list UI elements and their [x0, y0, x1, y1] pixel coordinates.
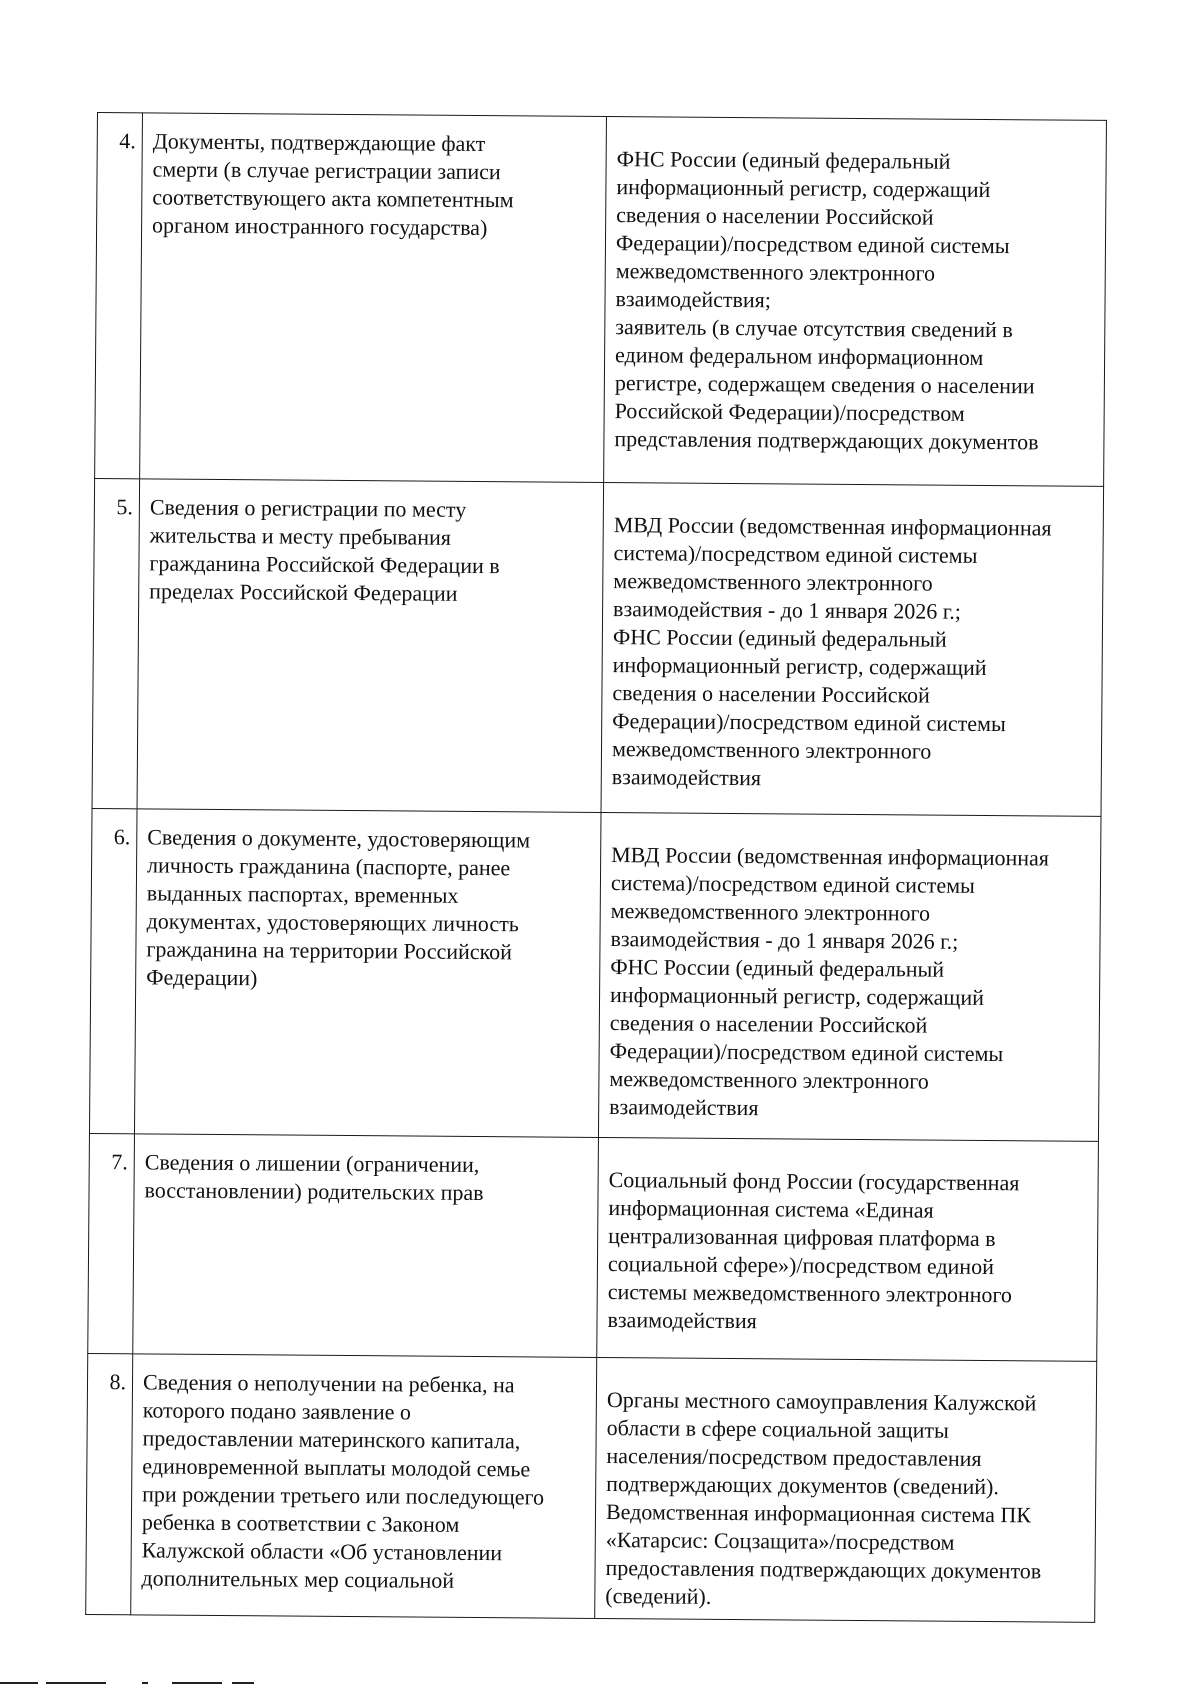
table-row	[89, 808, 1101, 1141]
table-row	[95, 113, 1107, 487]
table-row	[88, 1133, 1099, 1361]
footer-dash	[142, 1682, 148, 1684]
row-number: 4.	[95, 113, 143, 479]
row-number: 8.	[86, 1353, 133, 1614]
data-source-cell: Социальный фонд России (государственная информационная система «Единая централизованная цифровая платформа в социальной сфере»)/посредством единой системы межведомственного электронного взаимодействия	[597, 1137, 1099, 1361]
document-name-cell: Сведения о лишении (ограничении, восстановлении) родительских прав	[133, 1134, 599, 1358]
scan-footer-marks	[0, 1680, 260, 1686]
document-name-cell: Сведения о неполучении на ребенка, на которого подано заявление о предоставлении материнского капитала, единовременной выплаты молодой семье при рождении третьего или последующего ребенка в соответствии с Законом Калужской области «Об установлении дополнительных мер социальной	[131, 1354, 597, 1619]
footer-dash	[46, 1682, 106, 1684]
document-name-cell: Сведения о регистрации по месту жительства и месту пребывания гражданина Российской Федерации в пределах Российской Федерации	[137, 479, 604, 813]
data-source-cell: Органы местного самоуправления Калужской области в сфере социальной защиты населения/посредством предоставления подтверждающих документов (сведений). Ведомственная информационная система ПК «Катарсис: Соцзащита»/посредством предоставления подтверждающих документов (сведений).	[595, 1357, 1097, 1622]
data-sources-table	[85, 112, 1107, 1623]
row-number: 6.	[89, 808, 137, 1133]
row-number: 7.	[88, 1133, 135, 1353]
document-name-cell: Сведения о документе, удостоверяющим личность гражданина (паспорте, ранее выданных паспортах, временных документах, удостоверяющих личность гражданина на территории Российской Федерации)	[134, 809, 601, 1138]
data-source-cell: МВД России (ведомственная информационная система)/посредством единой системы межведомственного электронного взаимодействия - до 1 января 2026 г.; ФНС России (единый федеральный информационный регистр, содержащий сведения о населении Российской Федерации)/посредством единой системы межведомственного электронного взаимодействия	[601, 482, 1104, 816]
footer-dash	[232, 1682, 254, 1684]
document-name-cell: Документы, подтверждающие факт смерти (в случае регистрации записи соответствующего акта компетентным органом иностранного государства)	[140, 113, 607, 483]
footer-dash	[0, 1682, 38, 1684]
row-number: 5.	[92, 478, 140, 808]
table-row	[92, 478, 1104, 816]
data-source-cell: МВД России (ведомственная информационная система)/посредством единой системы межведомственного электронного взаимодействия - до 1 января 2026 г.; ФНС России (единый федеральный информационный регистр, содержащий сведения о населении Российской Федерации)/посредством единой системы межведомственного электронного взаимодействия	[598, 812, 1101, 1141]
footer-dash	[172, 1682, 222, 1684]
table-row	[86, 1353, 1097, 1622]
data-source-cell: ФНС России (единый федеральный информационный регистр, содержащий сведения о населении Российской Федерации)/посредством единой системы межведомственного электронного взаимодействия; заявитель (в случае отсутствия сведений в едином федеральном информационном регистре, содержащем сведения о населении Российской Федерации)/посредством представления подтверждающих документов	[604, 117, 1107, 487]
